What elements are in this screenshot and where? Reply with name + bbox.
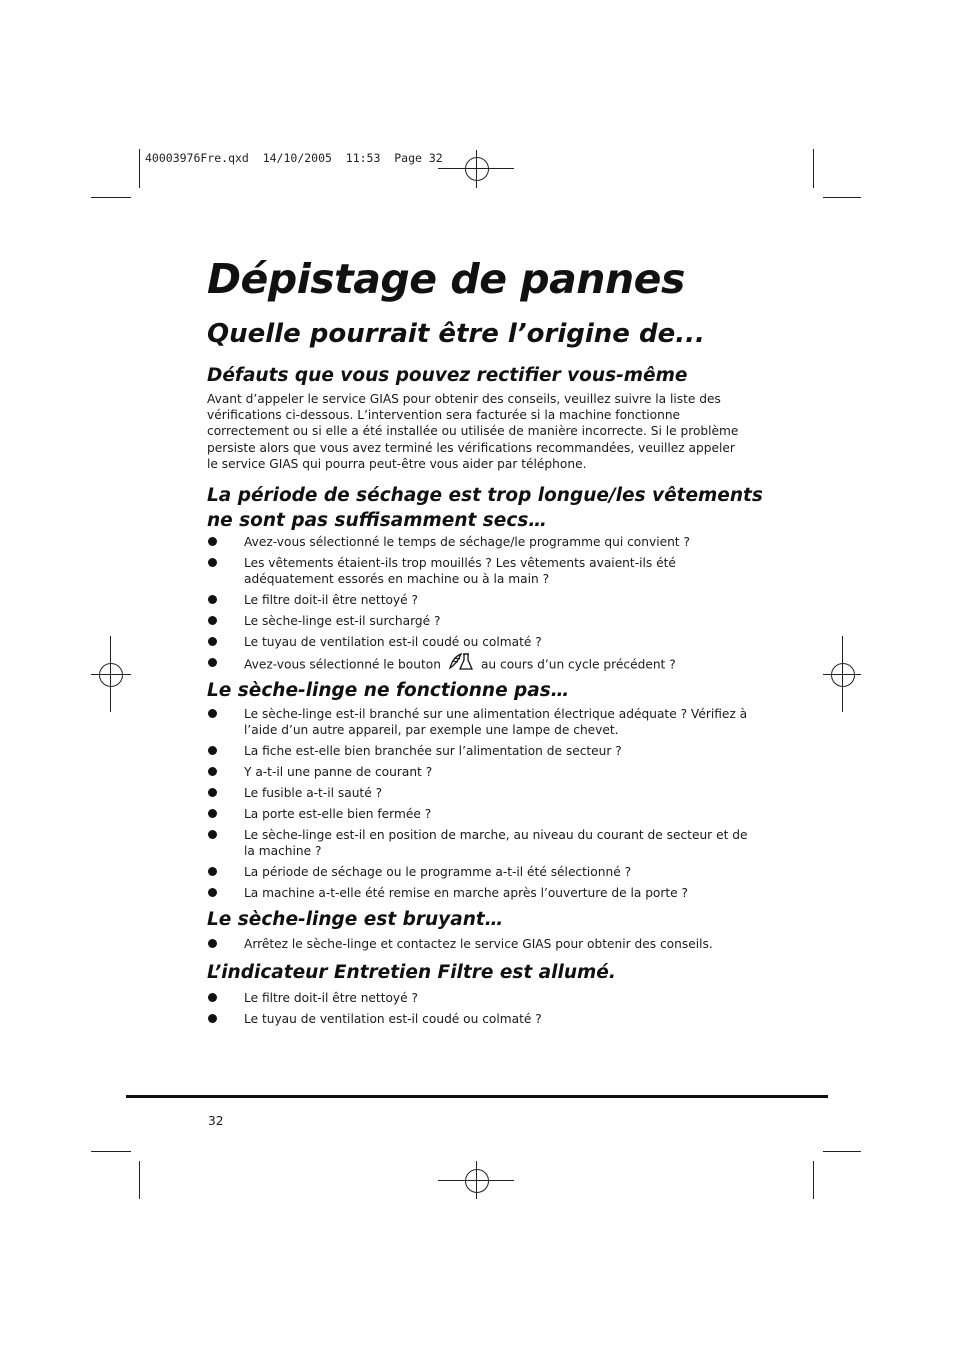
list-item: Les vêtements étaient-ils trop mouillés ? Les vêtements avaient-ils été adéquatement essorés en machine ou à la main ? — [207, 555, 752, 587]
bullet-icon — [208, 658, 217, 667]
list-item: Arrêtez le sèche-linge et contactez le service GIAS pour obtenir des conseils. — [207, 936, 752, 952]
bullet-icon — [208, 993, 217, 1002]
list-item: La période de séchage ou le programme a-t-il été sélectionné ? — [207, 864, 752, 880]
bullet-icon — [208, 595, 217, 604]
bullet-icon — [208, 867, 217, 876]
bullet-icon — [208, 809, 217, 818]
list-fonctionne — [207, 706, 752, 906]
list-item: Le filtre doit-il être nettoyé ? — [207, 990, 752, 1006]
list-item: Le tuyau de ventilation est-il coudé ou colmaté ? — [207, 1011, 752, 1027]
bullet-icon — [208, 830, 217, 839]
list-item: La fiche est-elle bien branchée sur l’alimentation de secteur ? — [207, 743, 752, 759]
list-item: La porte est-elle bien fermée ? — [207, 806, 752, 822]
page-number: 32 — [208, 1114, 224, 1128]
bullet-icon — [208, 616, 217, 625]
bullet-icon — [208, 537, 217, 546]
list-item: Le sèche-linge est-il surchargé ? — [207, 613, 752, 629]
bullet-icon — [208, 746, 217, 755]
list-filtre — [207, 990, 752, 1032]
anti-crease-button-icon — [447, 651, 473, 675]
list-bruyant — [207, 936, 752, 957]
list-item: La machine a-t-elle été remise en marche après l’ouverture de la porte ? — [207, 885, 752, 901]
list-item: Le sèche-linge est-il branché sur une alimentation électrique adéquate ? Vérifiez à l’aide d’un autre appareil, par exemple une lampe de chevet. — [207, 706, 752, 738]
page-title: Dépistage de pannes — [207, 255, 685, 303]
list-item: Le tuyau de ventilation est-il coudé ou colmaté ? — [207, 634, 752, 650]
footer-rule — [126, 1095, 828, 1098]
list-item: Y a-t-il une panne de courant ? — [207, 764, 752, 780]
list-item: Avez-vous sélectionné le bouton au cours d’un cycle précédent ? — [207, 655, 752, 675]
heading-filtre: L’indicateur Entretien Filtre est allumé. — [207, 962, 616, 983]
page-subtitle: Quelle pourrait être l’origine de... — [207, 319, 705, 349]
bullet-icon — [208, 888, 217, 897]
bullet-icon — [208, 637, 217, 646]
bullet-icon — [208, 767, 217, 776]
heading-sechage: La période de séchage est trop longue/les vêtements ne sont pas suffisamment secs… — [207, 485, 763, 531]
list-item: Avez-vous sélectionné le temps de séchage/le programme qui convient ? — [207, 534, 752, 550]
list-item: Le fusible a-t-il sauté ? — [207, 785, 752, 801]
bullet-icon — [208, 558, 217, 567]
bullet-icon — [208, 788, 217, 797]
list-item: Le sèche-linge est-il en position de marche, au niveau du courant de secteur et de la machine ? — [207, 827, 752, 859]
bullet-icon — [208, 939, 217, 948]
bullet-icon — [208, 709, 217, 718]
intro-paragraph: Avant d’appeler le service GIAS pour obtenir des conseils, veuillez suivre la liste des vérifications ci-dessous. L’intervention sera facturée si la machine fonctionne correctement ou si elle a été installée ou utilisée de manière incorrecte. Si le problème persiste alors que vous avez terminé les vérifications recommandées, veuillez appeler le service GIAS qui pourra peut-être vous aider par téléphone. — [207, 392, 739, 471]
list-sechage — [207, 534, 752, 680]
bullet-icon — [208, 1014, 217, 1023]
heading-bruyant: Le sèche-linge est bruyant… — [207, 909, 504, 930]
list-item: Le filtre doit-il être nettoyé ? — [207, 592, 752, 608]
heading-fonctionne: Le sèche-linge ne fonctionne pas… — [207, 680, 570, 701]
print-slug: 40003976Fre.qxd 14/10/2005 11:53 Page 32 — [145, 151, 443, 165]
heading-defauts: Défauts que vous pouvez rectifier vous-même — [207, 365, 688, 386]
